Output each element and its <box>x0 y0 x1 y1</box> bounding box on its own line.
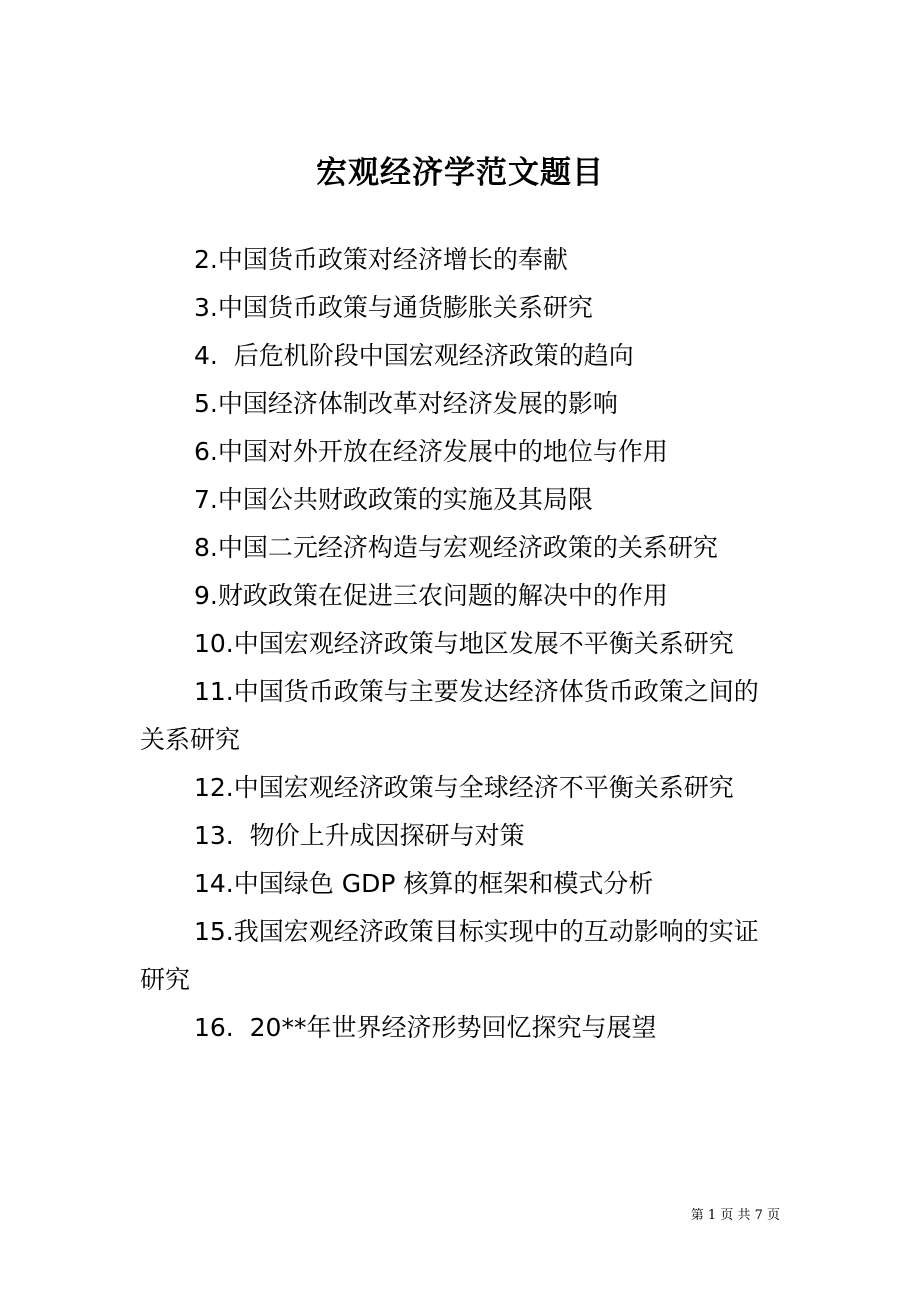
topic-item: 4. 后危机阶段中国宏观经济政策的趋向 <box>194 341 634 370</box>
topic-item: 8.中国二元经济构造与宏观经济政策的关系研究 <box>194 533 718 562</box>
topic-item: 3.中国货币政策与通货膨胀关系研究 <box>194 293 593 322</box>
topic-item: 9.财政政策在促进三农问题的解决中的作用 <box>194 581 668 610</box>
topic-item: 16. 20**年世界经济形势回忆探究与展望 <box>194 1013 657 1042</box>
topic-item: 15.我国宏观经济政策目标实现中的互动影响的实证研究 <box>140 917 759 994</box>
topic-item: 14.中国绿色 GDP 核算的框架和模式分析 <box>194 869 654 898</box>
topic-item: 2.中国货币政策对经济增长的奉献 <box>194 245 568 274</box>
topic-item: 5.中国经济体制改革对经济发展的影响 <box>194 389 618 418</box>
page-number-footer: 第 1 页 共 7 页 <box>690 1208 780 1223</box>
document-title: 宏观经济学范文题目 <box>316 154 604 191</box>
topic-item: 12.中国宏观经济政策与全球经济不平衡关系研究 <box>194 773 734 802</box>
topic-list <box>140 236 782 1052</box>
topic-item: 13. 物价上升成因探研与对策 <box>194 821 525 850</box>
topic-item: 11.中国货币政策与主要发达经济体货币政策之间的关系研究 <box>140 677 759 754</box>
topic-item: 10.中国宏观经济政策与地区发展不平衡关系研究 <box>194 629 734 658</box>
topic-item: 7.中国公共财政政策的实施及其局限 <box>194 485 593 514</box>
topic-item: 6.中国对外开放在经济发展中的地位与作用 <box>194 437 668 466</box>
